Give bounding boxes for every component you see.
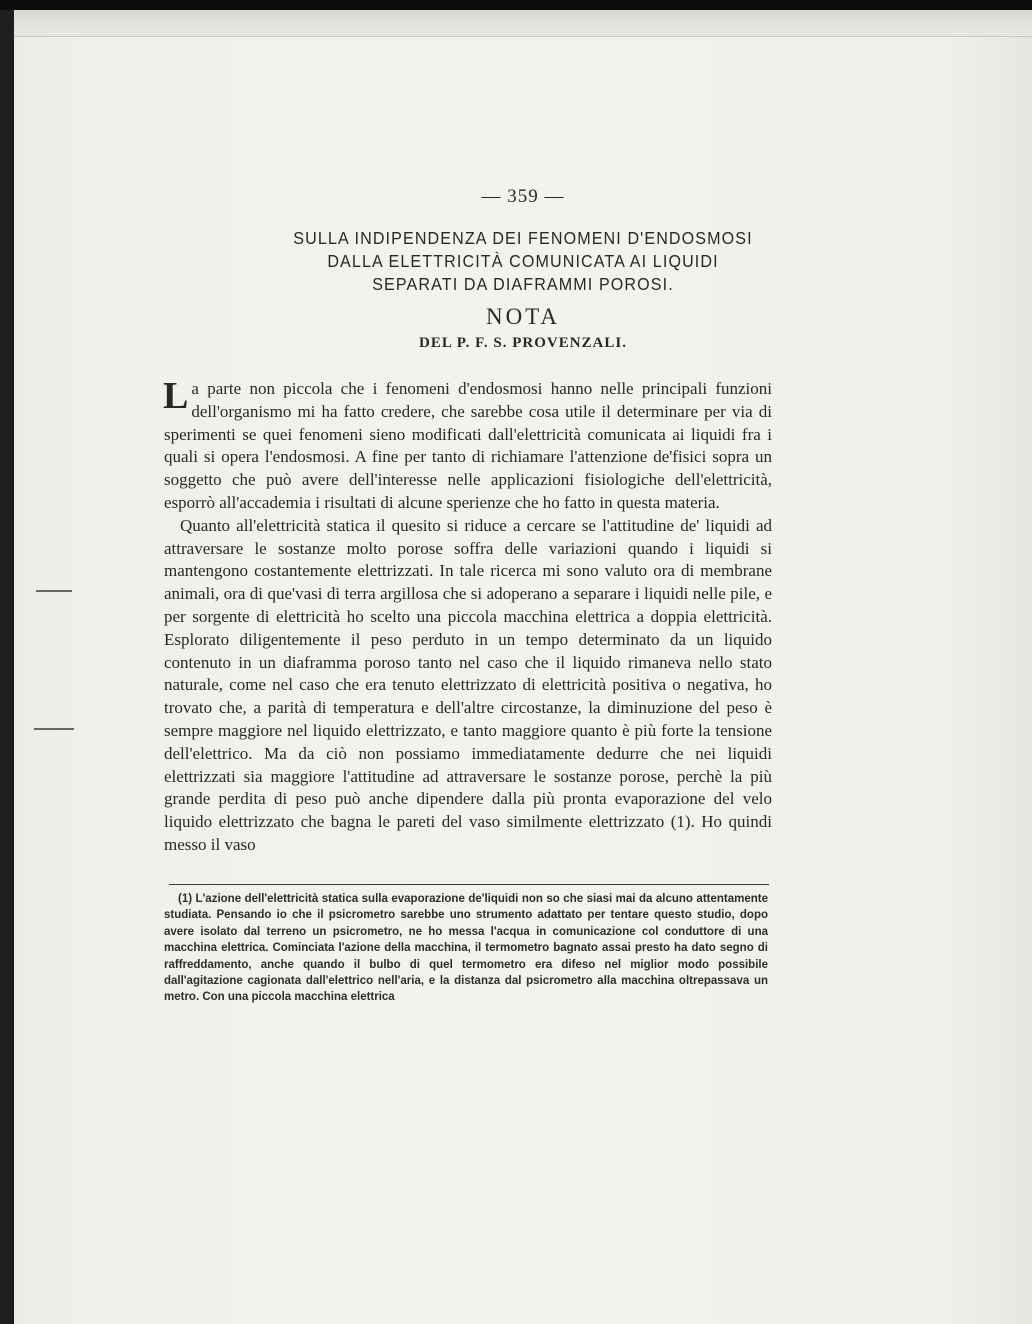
- title-line-3: SEPARATI DA DIAFRAMMI POROSI.: [372, 274, 674, 294]
- paragraph-2: Quanto all'elettricità statica il quesito si riduce a cercare se l'attitudine de' liquidi ad attraversare le sostanze molto porose soffra delle variazioni quando i liquidi si mantengono costantemente elettrizzati. In tale ricerca mi sono valuto ora di membrane animali, ora di que'vasi di terra argillosa che si adoperano a separare i liquidi nelle pile, e per sorgente di elettricità ho scelto una piccola macchina elettrica a doppia elettricità. Esplorato diligentemente il peso perduto in un tempo determinato da un liquido contenuto in un diaframma poroso tanto nel caso che il liquido rimaneva nello stato naturale, come nel caso che era tenuto elettrizzato di elettricità positiva o negativa, ho trovato che, a parità di temperatura e dell'altre circostanze, la diminuzione del peso è sempre maggiore nel liquido elettrizzato, e tanto maggiore quanto è più forte la tensione dell'elettrico. Ma da ciò non possiamo immediatamente dedurre che nei liquidi elettrizzati sia maggiore l'attitudine ad attraversare le sostanze porose, perchè la più grande perdita di peso può anche dipendere dalla più pronta evaporazione del velo liquido elettrizzato che bagna le pareti del vaso similmente elettrizzato (1). Ho quindi messo il vaso: [164, 515, 772, 854]
- body-text: [163, 375, 772, 857]
- footnotes: [164, 891, 768, 1006]
- title-line-2: DALLA ELETTRICITÀ COMUNICATA AI LIQUIDI: [327, 251, 719, 271]
- title-line-1: SULLA INDIPENDENZA DEI FENOMENI D'ENDOSMOSI: [293, 228, 753, 248]
- paragraph-1-text: a parte non piccola che i fenomeni d'endosmosi hanno nelle principali funzioni dell'organismo mi ha fatto credere, che sarebbe cosa utile il determinare per via di sperimenti se quei fenomeni sieno modificati dall'elettricità comunicata ai liquidi fra i quali si opera l'endosmosi. A fine per tanto di richiamare l'attenzione de'fisici sopra un soggetto che può avere dell'interesse nelle applicazioni fisiologiche dell'elettricità, esporrò all'accademia i risultati di alcune sperienze che ho fatto in questa materia.: [164, 379, 772, 512]
- footnote-1: (1) L'azione dell'elettricità statica sulla evaporazione de'liquidi non so che siasi mai da alcuno attentamente studiata. Pensando io che il psicrometro sarebbe uno strumento adattato per tentare questo studio, dopo avere isolato dal terreno un psicrometro, ne ho messa l'acqua in comunicazione col conduttore di una macchina elettrica. Cominciata l'azione della macchina, il termometro bagnato assai presto ha dato segno di raffreddamento, anche quando il bulbo di quel termometro era difeso nel miglior modo possibile dall'agitazione cagionata dall'elettrico nell'aria, e la distanza dal psicrometro alla macchina oltrepassava un metro. Con una piccola macchina elettrica: [164, 893, 768, 1004]
- margin-mark-upper: [36, 590, 72, 592]
- drop-cap: L: [163, 375, 189, 417]
- margin-mark-lower: [34, 728, 74, 730]
- page-number: — 359 —: [481, 186, 565, 207]
- scan-border: [0, 0, 1032, 10]
- footnote-divider: [169, 884, 769, 885]
- author-byline: DEL P. F. S. PROVENZALI.: [419, 335, 627, 351]
- page-fold: [14, 10, 1032, 37]
- document-page: [14, 10, 1032, 1324]
- paragraph-1: [163, 375, 772, 515]
- heading-nota: NOTA: [485, 304, 561, 329]
